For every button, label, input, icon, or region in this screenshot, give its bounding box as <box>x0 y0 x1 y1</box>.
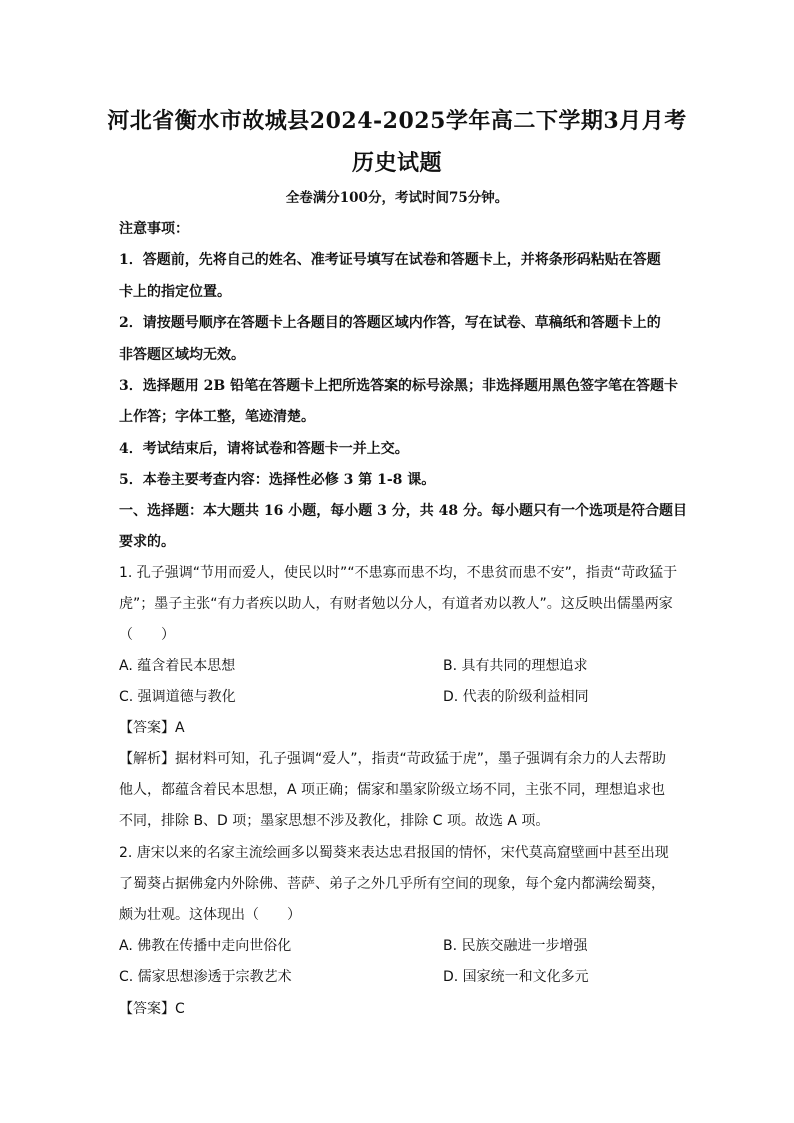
note-line: 2．请按题号顺序在答题卡上各题目的答题区域内作答，写在试卷、草稿纸和答题卡上的 <box>119 315 661 331</box>
question-2-option-d: D. 国家统一和文化多元 <box>443 969 589 985</box>
question-2-option-b: B. 民族交融进一步增强 <box>443 938 588 954</box>
question-1-answer: 【答案】A <box>119 720 185 736</box>
section-heading: 一、选择题：本大题共 16 小题，每小题 3 分，共 48 分。每小题只有一个选项是符合题目 <box>119 503 687 519</box>
note-line: 4．考试结束后，请将试卷和答题卡一并上交。 <box>119 441 409 457</box>
exam-meta: 全卷满分100分，考试时间75分钟。 <box>285 190 509 206</box>
notes-heading: 注意事项： <box>119 221 189 237</box>
question-1-option-c: C. 强调道德与教化 <box>119 689 236 705</box>
question-1-stem: （ ） <box>119 627 175 643</box>
question-1-stem: 虎”；墨子主张“有力者疾以助人，有财者勉以分人，有道者劝以教人”。这反映出儒墨两家 <box>119 596 673 612</box>
question-1-option-a: A. 蕴含着民本思想 <box>119 658 236 674</box>
question-2-answer: 【答案】C <box>119 1001 185 1017</box>
note-line: 3．选择题用 2B 铅笔在答题卡上把所选答案的标号涂黑；非选择题用黑色签字笔在答题卡 <box>119 378 679 394</box>
question-1-stem: 1. 孔子强调“节用而爱人，使民以时”“不患寡而患不均，不患贫而患不安”，指责“苛政猛于 <box>119 565 678 581</box>
section-heading-cont: 要求的。 <box>119 534 175 550</box>
page-subtitle: 历史试题 <box>351 150 442 176</box>
note-line: 1．答题前，先将自己的姓名、准考证号填写在试卷和答题卡上，并将条形码粘贴在答题 <box>119 252 661 268</box>
page-title: 河北省衡水市故城县2024-2025学年高二下学期3月月考 <box>107 108 687 134</box>
question-1-option-b: B. 具有共同的理想追求 <box>443 658 588 674</box>
question-1-analysis: 不同，排除 B、D 项；墨家思想不涉及教化，排除 C 项。故选 A 项。 <box>119 813 550 829</box>
question-2-stem: 颇为壮观。这体现出（ ） <box>119 907 301 923</box>
question-2-stem: 2. 唐宋以来的名家主流绘画多以蜀葵来表达忠君报国的情怀，宋代莫高窟壁画中甚至出现 <box>119 845 669 861</box>
note-line: 卡上的指定位置。 <box>119 284 231 300</box>
question-2-stem: 了蜀葵占据佛龛内外除佛、菩萨、弟子之外几乎所有空间的现象，每个龛内都满绘蜀葵， <box>119 876 665 892</box>
note-line: 上作答；字体工整，笔迹清楚。 <box>119 409 315 425</box>
question-2-option-c: C. 儒家思想渗透于宗教艺术 <box>119 969 292 985</box>
question-1-analysis: 【解析】据材料可知，孔子强调“爱人”，指责“苛政猛于虎”，墨子强调有余力的人去帮助 <box>119 751 667 767</box>
note-line: 5．本卷主要考查内容：选择性必修 3 第 1-8 课。 <box>119 472 436 488</box>
question-2-option-a: A. 佛教在传播中走向世俗化 <box>119 938 292 954</box>
question-1-option-d: D. 代表的阶级利益相同 <box>443 689 589 705</box>
question-1-analysis: 他人，都蕴含着民本思想，A 项正确；儒家和墨家阶级立场不同，主张不同，理想追求也 <box>119 782 666 798</box>
note-line: 非答题区域均无效。 <box>119 347 245 363</box>
